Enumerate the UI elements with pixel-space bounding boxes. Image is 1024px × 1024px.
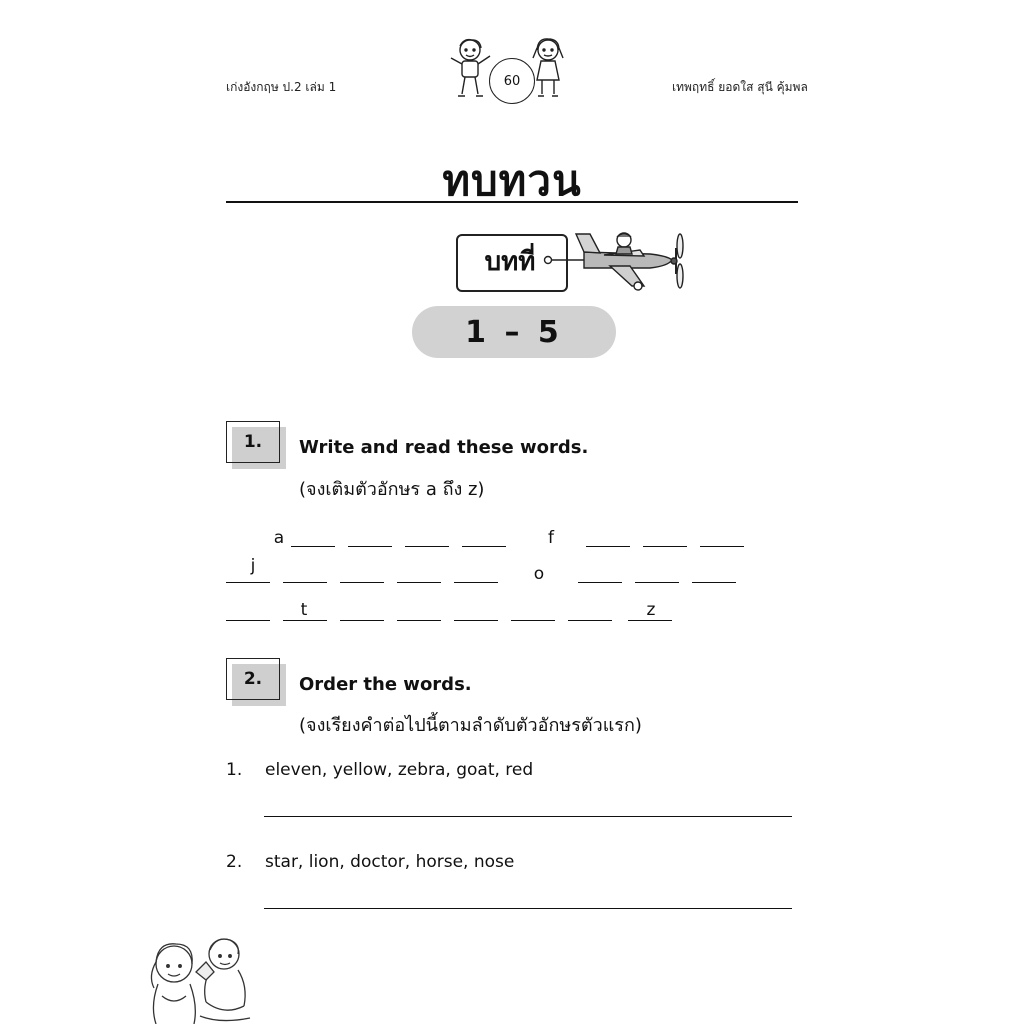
letter-f: f [548, 528, 554, 548]
letter-blank[interactable] [397, 620, 441, 621]
exercise-1-subtitle: (จงเติมตัวอักษร a ถึง z) [299, 479, 485, 500]
lesson-tag-label: บทที่ [484, 246, 536, 277]
exercise-2-subtitle: (จงเรียงคำต่อไปนี้ตามลำดับตัวอักษรตัวแรก) [299, 715, 642, 736]
letter-blank[interactable] [348, 546, 392, 547]
header-authors: เทพฤทธิ์ ยอดใส สุนี คุ้มพล [672, 80, 808, 94]
title-underline [226, 201, 798, 203]
letter-blank[interactable] [283, 620, 327, 621]
lesson-range-badge: 1 – 5 [412, 306, 616, 358]
letter-blank[interactable] [628, 620, 672, 621]
exercise-2-item-2-number: 2. [226, 852, 243, 872]
page-title: ทบทวน [442, 156, 582, 205]
airplane-illustration [540, 222, 698, 294]
letter-blank[interactable] [454, 582, 498, 583]
letter-blank[interactable] [454, 620, 498, 621]
header-book-title: เก่งอังกฤษ ป.2 เล่ม 1 [226, 80, 337, 94]
letter-blank[interactable] [578, 582, 622, 583]
exercise-2-item-1-number: 1. [226, 760, 243, 780]
exercise-1-number: 1. [226, 421, 280, 463]
letter-blank[interactable] [692, 582, 736, 583]
letter-blank[interactable] [700, 546, 744, 547]
letter-blank[interactable] [226, 582, 270, 583]
exercise-2-item-2-words: star, lion, doctor, horse, nose [265, 852, 515, 872]
letter-j: j [250, 556, 256, 576]
exercise-2-item-1-answer-line[interactable] [264, 816, 792, 817]
cartoon-girl-illustration [528, 36, 568, 102]
letter-blank[interactable] [397, 582, 441, 583]
letter-blank[interactable] [340, 582, 384, 583]
letter-blank[interactable] [568, 620, 612, 621]
letter-blank[interactable] [586, 546, 630, 547]
page-number: 60 [489, 58, 535, 104]
letter-o: o [533, 564, 545, 584]
letter-blank[interactable] [226, 620, 270, 621]
letter-blank[interactable] [643, 546, 687, 547]
exercise-1-title: Write and read these words. [299, 437, 589, 458]
letter-a: a [273, 528, 285, 548]
exercise-2-number: 2. [226, 658, 280, 700]
letter-blank[interactable] [340, 620, 384, 621]
letter-blank[interactable] [283, 582, 327, 583]
letter-blank[interactable] [635, 582, 679, 583]
letter-blank[interactable] [462, 546, 506, 547]
letter-t: t [300, 600, 308, 620]
letter-blank[interactable] [511, 620, 555, 621]
exercise-2-item-1-words: eleven, yellow, zebra, goat, red [265, 760, 534, 780]
cartoon-children-illustration [140, 936, 264, 1024]
cartoon-boy-illustration [448, 36, 494, 102]
letter-z: z [646, 600, 656, 620]
letter-blank[interactable] [291, 546, 335, 547]
letter-blank[interactable] [405, 546, 449, 547]
exercise-2-item-2-answer-line[interactable] [264, 908, 792, 909]
exercise-2-title: Order the words. [299, 674, 472, 695]
